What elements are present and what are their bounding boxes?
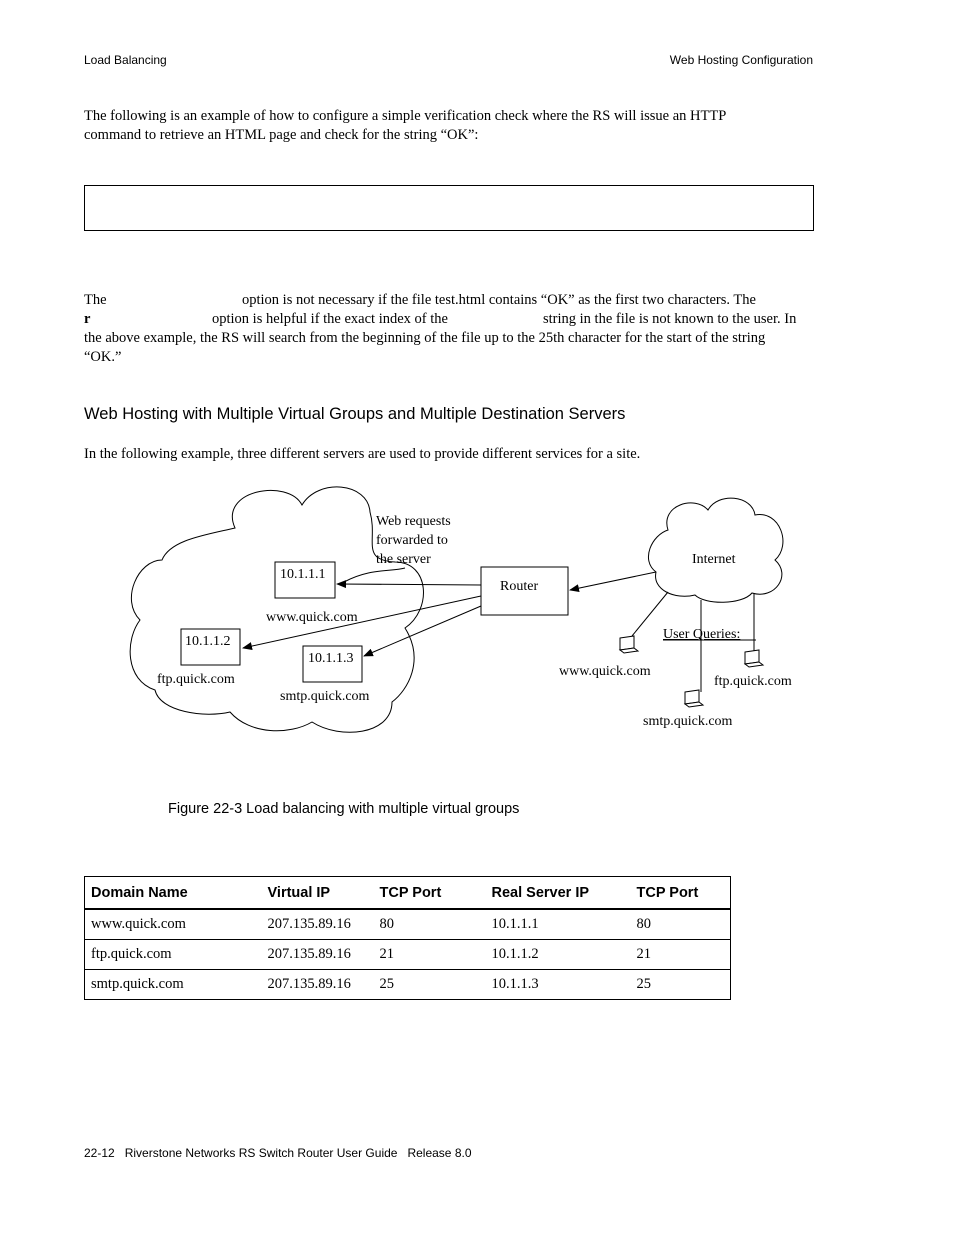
cell-domain: smtp.quick.com xyxy=(85,970,262,1000)
cell-real-port: 21 xyxy=(631,940,731,970)
network-diagram xyxy=(0,480,954,750)
user-queries-label: User Queries: xyxy=(663,627,741,642)
page-footer: 22-12 Riverstone Networks RS Switch Router User Guide Release 8.0 xyxy=(84,1146,472,1160)
explanation-line1-start: The xyxy=(84,292,107,308)
cell-virtual-ip: 207.135.89.16 xyxy=(262,940,374,970)
cell-virtual-ip: 207.135.89.16 xyxy=(262,970,374,1000)
cell-domain: ftp.quick.com xyxy=(85,940,262,970)
annotation-pointer xyxy=(344,568,405,582)
cell-tcp-port: 21 xyxy=(374,940,486,970)
cell-virtual-ip: 207.135.89.16 xyxy=(262,909,374,940)
section-intro: In the following example, three different servers are used to provide different services for a site. xyxy=(84,446,641,462)
code-example-box xyxy=(84,185,814,231)
section-heading: Web Hosting with Multiple Virtual Groups and Multiple Destination Servers xyxy=(84,405,626,423)
annotation-line-1: Web requests xyxy=(376,514,451,529)
running-header-right: Web Hosting Configuration xyxy=(669,53,813,67)
cell-real-ip: 10.1.1.1 xyxy=(486,909,631,940)
table-row xyxy=(85,970,731,1000)
cell-domain: www.quick.com xyxy=(85,909,262,940)
header-tcp-port-real: TCP Port xyxy=(631,877,731,910)
router-to-www-arrow xyxy=(337,584,481,585)
cell-tcp-port: 80 xyxy=(374,909,486,940)
virtual-group-table xyxy=(84,876,731,1000)
explanation-line2-start: r xyxy=(84,311,91,327)
cell-real-port: 25 xyxy=(631,970,731,1000)
explanation-line1-rest: option is not necessary if the file test.html contains “OK” as the first two characters. The xyxy=(242,292,756,308)
annotation-line-3: the server xyxy=(376,552,431,567)
server3-ip: 10.1.1.3 xyxy=(308,651,354,666)
intro-line-2: command to retrieve an HTML page and check for the string “OK”: xyxy=(84,127,479,143)
cell-tcp-port: 25 xyxy=(374,970,486,1000)
server1-ip: 10.1.1.1 xyxy=(280,567,326,582)
internet-cloud xyxy=(648,498,782,602)
header-virtual-ip: Virtual IP xyxy=(262,877,374,910)
table-row xyxy=(85,940,731,970)
header-real-server-ip: Real Server IP xyxy=(486,877,631,910)
cell-real-port: 80 xyxy=(631,909,731,940)
annotation-line-2: forwarded to xyxy=(376,533,448,548)
explanation-line2-end: string in the file is not known to the user. In xyxy=(543,311,797,327)
client-smtp-label: smtp.quick.com xyxy=(643,714,733,729)
table-row xyxy=(85,909,731,940)
explanation-line2-mid: option is helpful if the exact index of the xyxy=(212,311,448,327)
computer-icon xyxy=(620,636,638,653)
cell-real-ip: 10.1.1.3 xyxy=(486,970,631,1000)
router-to-smtp-arrow xyxy=(364,606,481,656)
internet-label: Internet xyxy=(692,552,736,567)
server1-name: www.quick.com xyxy=(266,610,358,625)
table-header-row xyxy=(85,877,731,910)
explanation-line4: “OK.” xyxy=(84,349,122,365)
intro-line-1: The following is an example of how to configure a simple verification check where the RS will issue an HTTP xyxy=(84,108,727,124)
server2-ip: 10.1.1.2 xyxy=(185,634,231,649)
server3-name: smtp.quick.com xyxy=(280,689,370,704)
server2-name: ftp.quick.com xyxy=(157,672,235,687)
running-header-left: Load Balancing xyxy=(84,53,167,67)
intro-paragraph xyxy=(84,107,824,145)
cell-real-ip: 10.1.1.2 xyxy=(486,940,631,970)
client-ftp-label: ftp.quick.com xyxy=(714,674,792,689)
router-label: Router xyxy=(500,579,539,594)
figure-caption: Figure 22-3 Load balancing with multiple virtual groups xyxy=(168,801,520,817)
explanation-line3: the above example, the RS will search from the beginning of the file up to the 25th character for the start of the string xyxy=(84,330,766,346)
header-domain-name: Domain Name xyxy=(85,877,262,910)
computer-icon xyxy=(745,650,763,667)
header-tcp-port: TCP Port xyxy=(374,877,486,910)
explanation-paragraph xyxy=(84,291,824,367)
internet-to-router-arrow xyxy=(570,572,656,590)
client-www-label: www.quick.com xyxy=(559,664,651,679)
computer-icon xyxy=(685,690,703,707)
